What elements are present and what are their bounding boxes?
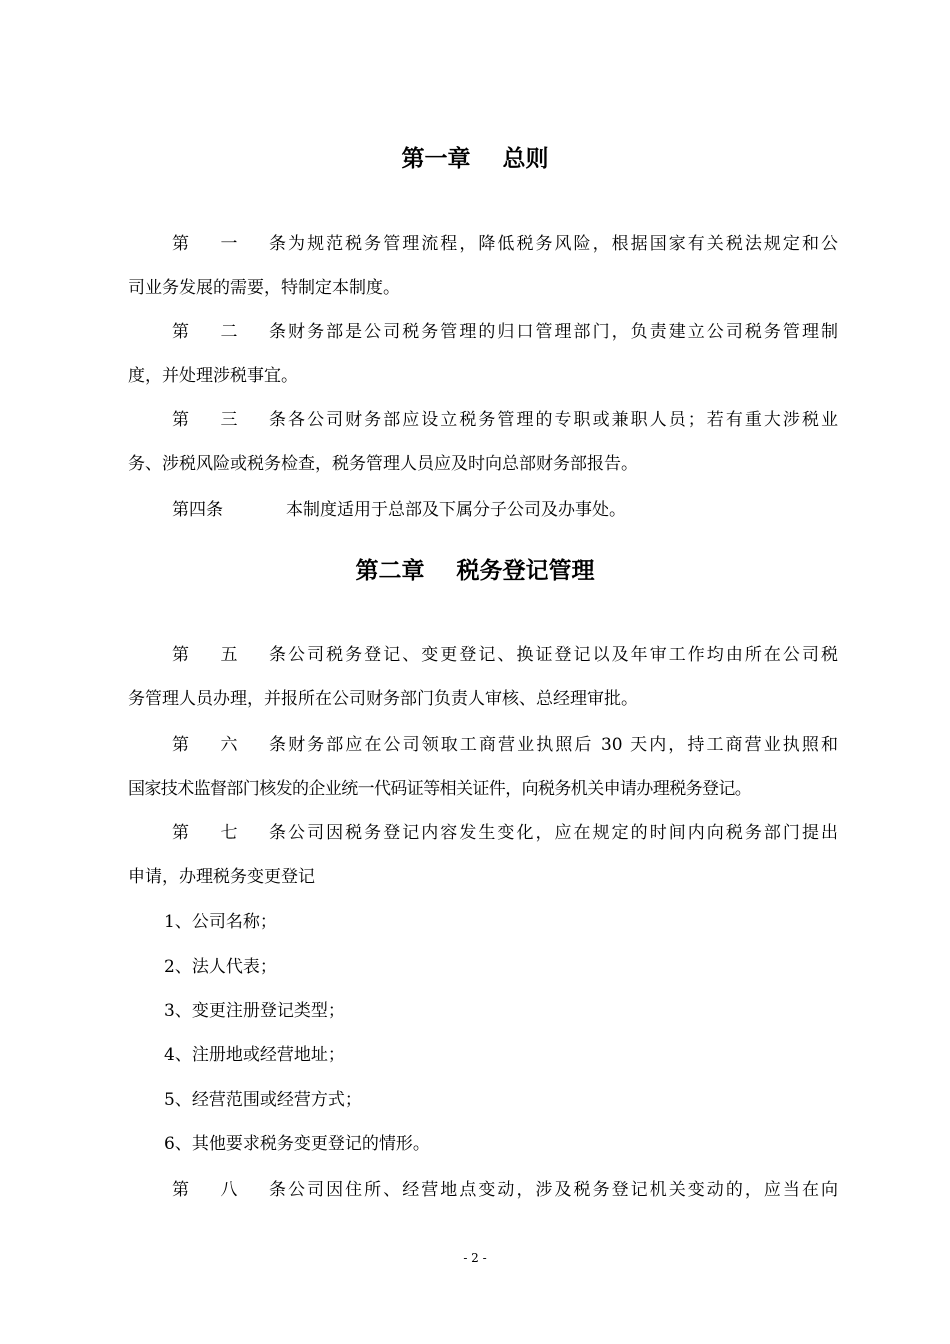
- article-5-line-1: [172, 643, 838, 667]
- article-label: 第一条: [172, 234, 286, 254]
- article-label: 第六条: [172, 735, 286, 755]
- article-6-line-2: 国家技术监督部门核发的企业统一代码证等相关证件，向税务机关申请办理税务登记。: [128, 779, 752, 799]
- list-item: 4、注册地或经营地址；: [164, 1045, 345, 1065]
- article-text: 财务部是公司税务管理的归口管理部门，负责建立公司税务管理制: [286, 322, 838, 342]
- article-7-line-2: 申请，办理税务变更登记: [128, 867, 315, 887]
- list-item: 2、法人代表；: [164, 957, 277, 977]
- chapter-title-2: 第二章 税务登记管理: [355, 558, 595, 584]
- list-item: 5、经营范围或经营方式；: [164, 1090, 362, 1110]
- article-label: 第三条: [172, 410, 286, 430]
- article-label: 第五条: [172, 645, 286, 665]
- list-item: 3、变更注册登记类型；: [164, 1001, 345, 1021]
- article-5-line-2: 务管理人员办理，并报所在公司财务部门负责人审核、总经理审批。: [128, 689, 638, 709]
- article-3-line-2: 务、涉税风险或税务检查，税务管理人员应及时向总部财务部报告。: [128, 454, 638, 474]
- article-text: 各公司财务部应设立税务管理的专职或兼职人员；若有重大涉税业: [286, 410, 838, 430]
- article-text: 公司因住所、经营地点变动，涉及税务登记机关变动的，应当在向: [286, 1180, 838, 1200]
- article-2-line-2: 度，并处理涉税事宜。: [128, 366, 298, 386]
- article-7-line-1: [172, 821, 838, 845]
- article-text: 公司税务登记、变更登记、换证登记以及年审工作均由所在公司税: [286, 645, 838, 665]
- article-3-line-1: [172, 408, 838, 432]
- chapter-title-1: 第一章 总则: [401, 146, 549, 172]
- article-label: 第四条: [172, 500, 223, 520]
- article-1-line-1: [172, 232, 838, 256]
- article-4-line-1: [172, 498, 838, 522]
- article-label: 第八条: [172, 1180, 286, 1200]
- article-1-line-2: 司业务发展的需要，特制定本制度。: [128, 278, 400, 298]
- article-text: 公司因税务登记内容发生变化，应在规定的时间内向税务部门提出: [286, 823, 838, 843]
- article-label: 第七条: [172, 823, 286, 843]
- list-item: 6、其他要求税务变更登记的情形。: [164, 1134, 430, 1154]
- list-item: 1、公司名称；: [164, 912, 277, 932]
- article-6-line-1: [172, 733, 838, 757]
- article-text: 财务部应在公司领取工商营业执照后 30 天内，持工商营业执照和: [286, 735, 838, 755]
- page-number: - 2 -: [463, 1251, 487, 1265]
- article-text: 本制度适用于总部及下属分子公司及办事处。: [286, 500, 626, 520]
- article-text: 为规范税务管理流程，降低税务风险，根据国家有关税法规定和公: [286, 234, 838, 254]
- article-8-line-1: [172, 1178, 838, 1202]
- article-2-line-1: [172, 320, 838, 344]
- article-label: 第二条: [172, 322, 286, 342]
